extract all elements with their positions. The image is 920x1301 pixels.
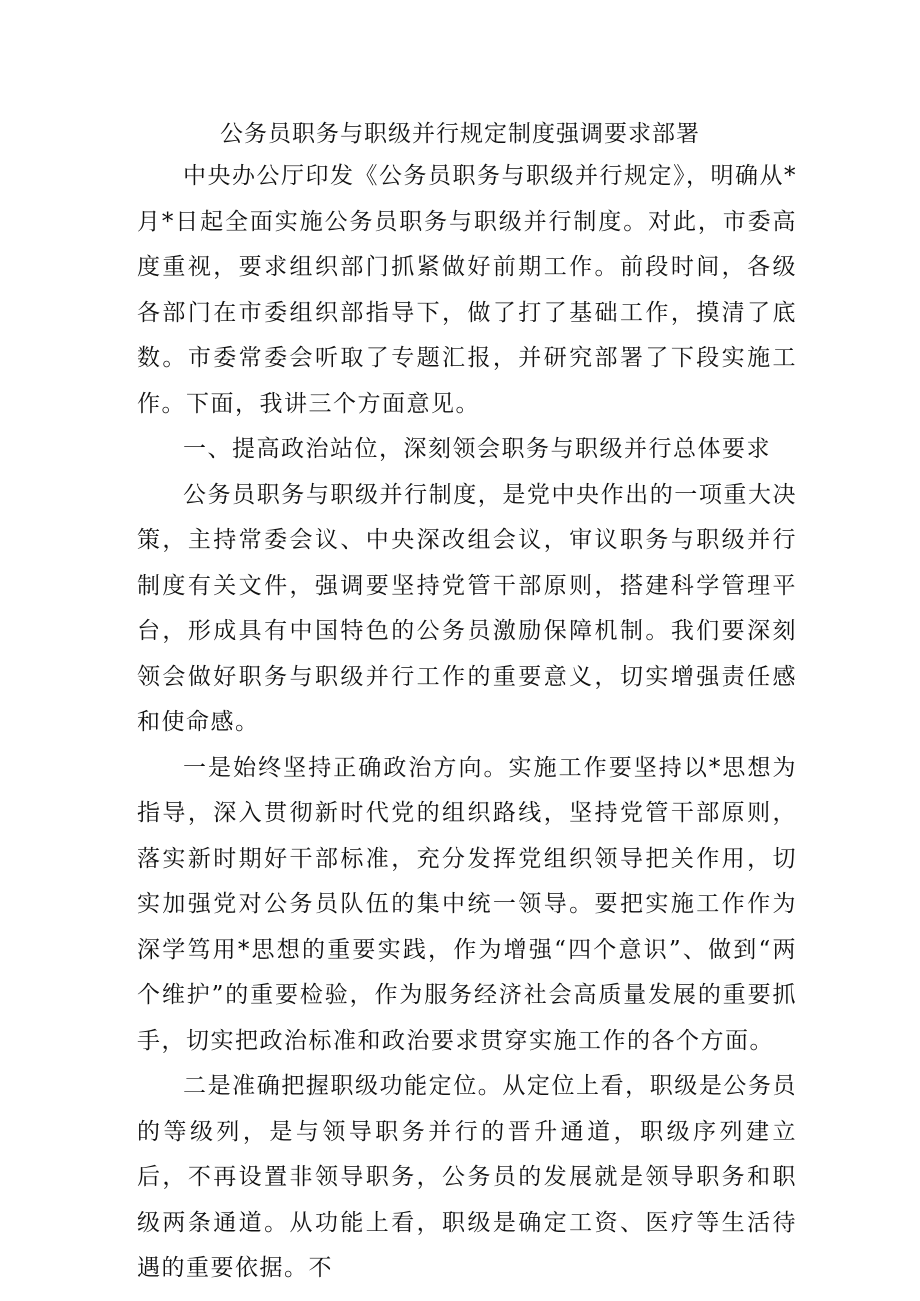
- document-body: [137, 154, 797, 1292]
- body-paragraph: 二是准确把握职级功能定位。从定位上看，职级是公务员的等级列，是与领导职务并行的晋升通道，职级序列建立后，不再设置非领导职务，公务员的发展就是领导职务和职级两条通道。从功能上看，职级是确定工资、医疗等生活待遇的重要依据。不: [137, 1073, 797, 1281]
- body-paragraph: 公务员职务与职级并行制度，是党中央作出的一项重大决策，主持常委会议、中央深改组会议，审议职务与职级并行制度有关文件，强调要坚持党管干部原则，搭建科学管理平台，形成具有中国特色的公务员激励保障机制。我们要深刻领会做好职务与职级并行工作的重要意义，切实增强责任感和使命感。: [137, 481, 797, 735]
- section-heading: 一、提高政治站位，深刻领会职务与职级并行总体要求: [183, 436, 771, 462]
- document-title: 公务员职务与职级并行规定制度强调要求部署: [220, 121, 700, 147]
- body-paragraph: 一是始终坚持正确政治方向。实施工作要坚持以*思想为指导，深入贯彻新时代党的组织路线，坚持党管干部原则，落实新时期好干部标准，充分发挥党组织领导把关作用，切实加强党对公务员队伍的集中统一领导。要把实施工作作为深学笃用*思想的重要实践，作为增强“四个意识”、做到“两个维护”的重要检验，作为服务经济社会高质量发展的重要抓手，切实把政治标准和政治要求贯穿实施工作的各个方面。: [137, 754, 797, 1054]
- intro-paragraph: 中央办公厅印发《公务员职务与职级并行规定》，明确从*月*日起全面实施公务员职务与职级并行制度。对此，市委高度重视，要求组织部门抓紧做好前期工作。前段时间，各级各部门在市委组织部指导下，做了打了基础工作，摸清了底数。市委常委会听取了专题汇报，并研究部署了下段实施工作。下面，我讲三个方面意见。: [137, 163, 797, 417]
